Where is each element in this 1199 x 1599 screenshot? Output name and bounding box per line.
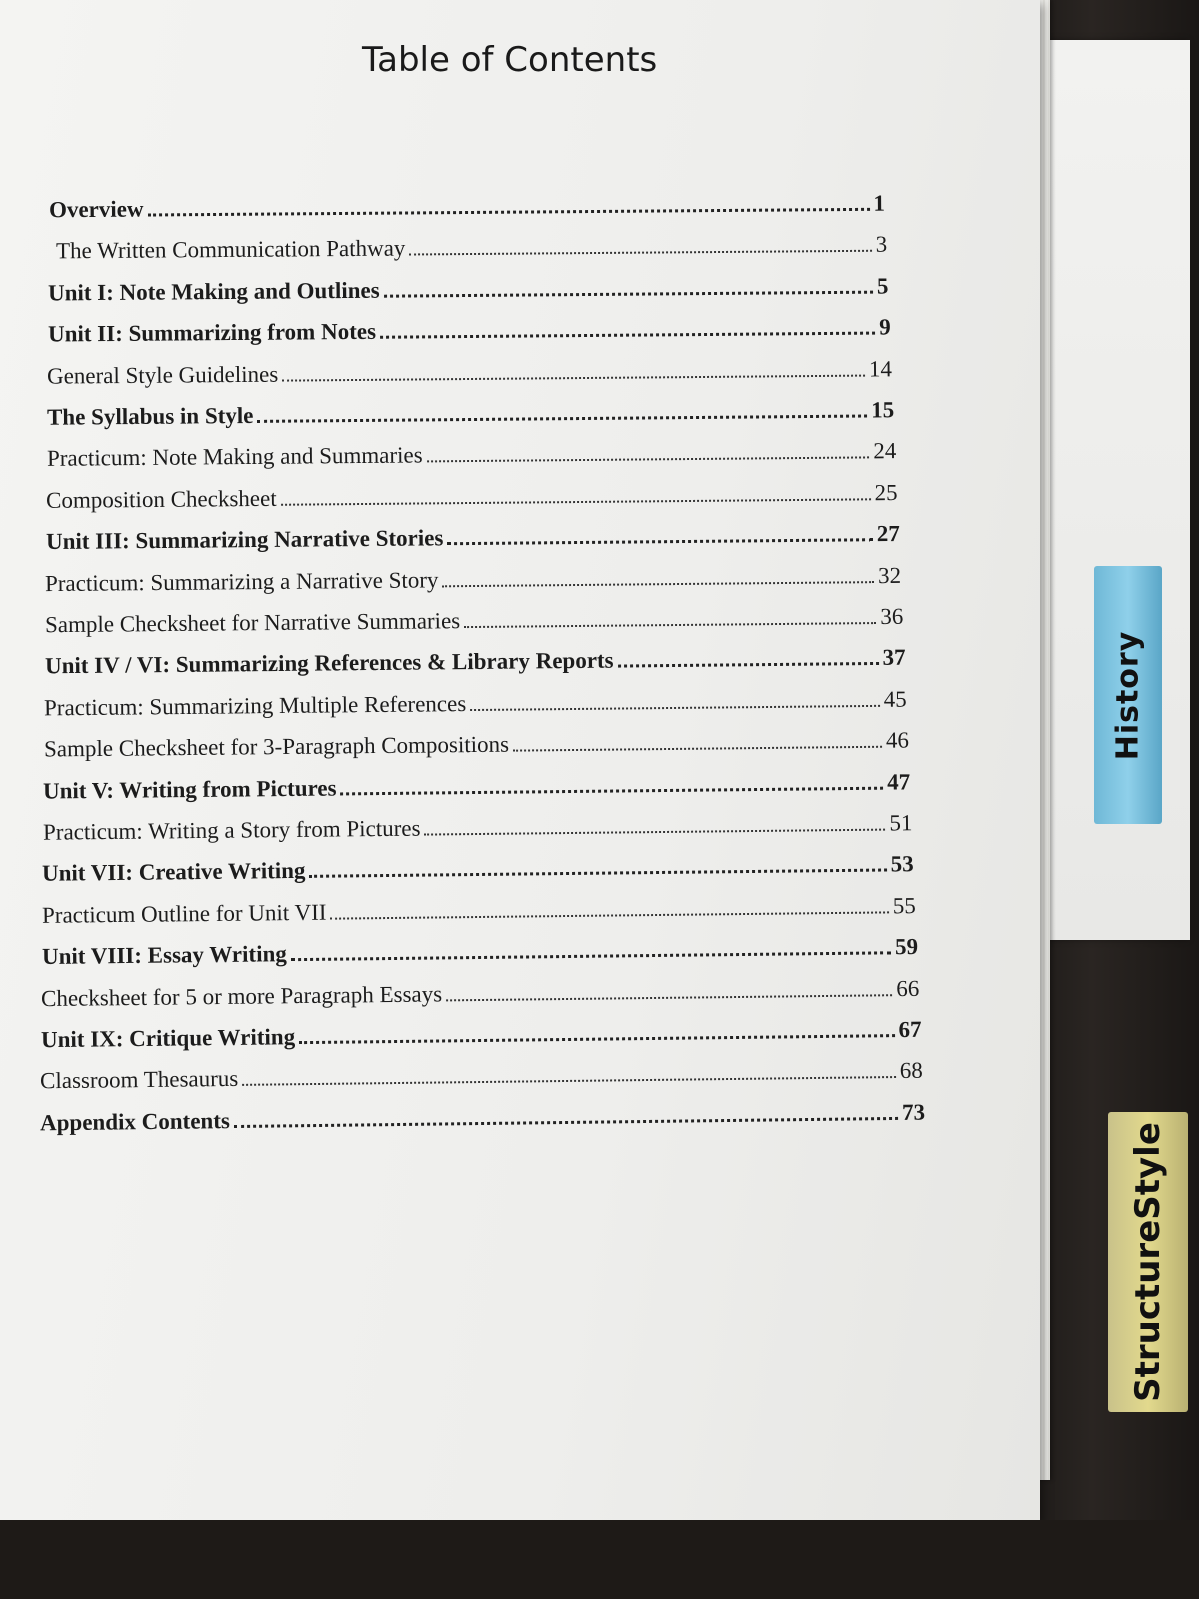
dot-leader (424, 829, 885, 836)
toc-entry (49, 187, 885, 224)
toc-entry-title: Unit V: Writing from Pictures (43, 775, 337, 804)
toc-entry-page-number: 45 (883, 686, 907, 712)
toc-entry-page-number: 59 (894, 934, 918, 960)
toc-entry (46, 517, 900, 555)
dot-leader (617, 662, 878, 668)
toc-entry (55, 228, 886, 265)
toc-entry-title: Composition Checksheet (46, 485, 277, 513)
toc-entry-page-number: 55 (892, 892, 917, 919)
toc-entry (44, 641, 905, 680)
toc-entry-page-number: 3 (875, 232, 887, 258)
dot-leader (380, 332, 875, 339)
toc-entry-title: Overview (48, 196, 144, 223)
table-surface (0, 1520, 1199, 1599)
toc-entry-title: Unit VII: Creative Writing (42, 858, 307, 887)
toc-entry (43, 765, 910, 804)
toc-entry (45, 600, 904, 638)
dot-leader (464, 622, 876, 628)
dot-leader (281, 498, 871, 505)
toc-entry (42, 889, 916, 929)
toc-entry-page-number: 25 (874, 479, 898, 506)
toc-entry (46, 476, 898, 514)
toc-entry (43, 806, 913, 845)
toc-entry-page-number: 37 (881, 645, 906, 671)
history-tab[interactable] (1094, 566, 1162, 824)
toc-entry-page-number: 5 (877, 273, 889, 299)
dot-leader (257, 414, 867, 422)
toc-entry-title: Practicum: Summarizing Multiple References (43, 690, 467, 721)
toc-entry-page-number: 15 (870, 397, 895, 423)
toc-entry-title: The Syllabus in Style (46, 402, 254, 430)
toc-entry (47, 393, 894, 430)
toc-entry (40, 1095, 925, 1136)
dot-leader (409, 250, 871, 256)
toc-entry (42, 848, 914, 888)
toc-entry (44, 724, 909, 763)
toc-entry (40, 1054, 923, 1095)
dot-leader (331, 911, 889, 919)
toc-entry-title: Practicum: Note Making and Summaries (46, 442, 423, 472)
toc-entry (45, 558, 901, 596)
toc-entry (46, 435, 896, 473)
toc-entry-title: Practicum: Writing a Story from Pictures (42, 815, 421, 845)
dot-leader (243, 1076, 896, 1086)
toc-entry-title: Checksheet for 5 or more Paragraph Essays (41, 981, 443, 1011)
dot-leader (310, 869, 887, 878)
toc-entry-title: Classroom Thesaurus (40, 1066, 239, 1094)
structure-style-tab-label: StructureStyle (1128, 1122, 1168, 1402)
dot-leader (446, 994, 892, 1001)
dot-leader (426, 457, 869, 463)
toc-entry-title: Practicum Outline for Unit VII (41, 899, 327, 928)
toc-entry-title: Unit VIII: Essay Writing (41, 941, 287, 970)
toc-entry-page-number: 67 (898, 1016, 922, 1043)
toc-entry-title: Unit III: Summarizing Narrative Stories (45, 525, 444, 555)
toc-entry (41, 1013, 922, 1053)
toc-entry-page-number: 9 (878, 314, 891, 340)
toc-entry (47, 352, 892, 389)
toc-entry-page-number: 47 (887, 768, 911, 795)
toc-entry-title: Unit IX: Critique Writing (40, 1024, 296, 1053)
toc-entry-page-number: 53 (890, 851, 915, 877)
toc-entry-page-number: 27 (876, 521, 900, 547)
dot-leader (148, 208, 870, 217)
toc-entry-title: Sample Checksheet for Narrative Summaries (44, 608, 461, 638)
page-title: Table of Contents (362, 40, 658, 80)
dot-leader (234, 1117, 898, 1128)
dot-leader (299, 1034, 894, 1044)
toc-entry (44, 682, 907, 721)
dot-leader (283, 374, 866, 381)
structure-style-tab[interactable] (1108, 1112, 1188, 1412)
toc-entry-title: Unit IV / VI: Summarizing References & Library Reports (44, 648, 614, 679)
toc-entry (48, 269, 889, 306)
toc-entry-title: Sample Checksheet for 3-Paragraph Compositions (43, 731, 509, 762)
toc-entry-page-number: 51 (889, 810, 913, 836)
toc-entry (48, 311, 891, 348)
toc-entry-page-number: 68 (900, 1058, 924, 1084)
dot-leader (290, 951, 890, 961)
toc-entry-title: General Style Guidelines (47, 361, 279, 389)
toc-entry-page-number: 73 (901, 1099, 926, 1125)
history-tab-label: History (1110, 630, 1146, 760)
toc-entry-page-number: 46 (885, 727, 909, 753)
dot-leader (447, 538, 872, 545)
toc-entry-title: The Written Communication Pathway (55, 235, 406, 264)
dot-leader (341, 786, 884, 795)
toc-entry (41, 971, 920, 1011)
dot-leader (384, 290, 873, 297)
dot-leader (470, 705, 880, 711)
toc-entry-page-number: 32 (878, 562, 902, 588)
toc-entry-title: Practicum: Summarizing a Narrative Story (45, 566, 439, 596)
toc-entry-page-number: 24 (872, 438, 896, 464)
toc-entry-title: Unit II: Summarizing from Notes (47, 318, 376, 347)
dot-leader (443, 581, 875, 587)
toc-entry (41, 930, 917, 970)
toc-entry-page-number: 66 (896, 975, 920, 1001)
dot-leader (513, 746, 882, 752)
toc-entry-title: Unit I: Note Making and Outlines (48, 277, 380, 306)
toc-entry-title: Appendix Contents (39, 1107, 230, 1136)
toc-entry-page-number: 14 (869, 355, 893, 382)
toc-entry-page-number: 1 (873, 190, 886, 216)
toc-entry-page-number: 36 (880, 603, 904, 630)
